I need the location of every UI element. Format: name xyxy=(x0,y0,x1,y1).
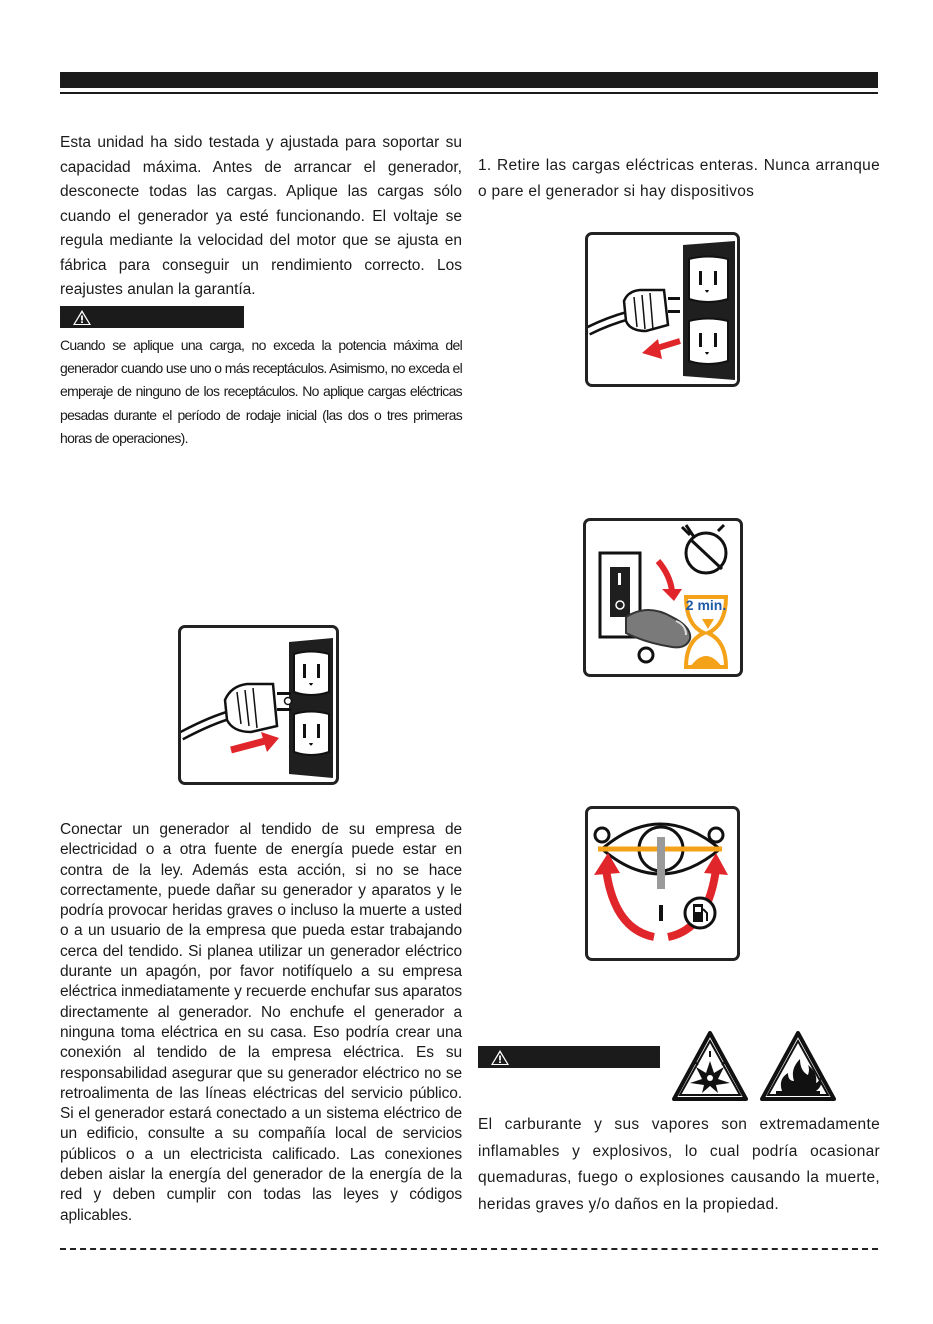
grid-connection-paragraph: Conectar un generador al tendido de su empresa de electricidad o a otra fuente de energía puede estar en contra de la ley. Además esta acción, si no se hace correctamente, puede dañar su generador y aparatos y le podría provocar heridas graves o incluso la muerte a usted o a un usuario de la empresa que pueda estar trabajando cerca del tendido. Si planea utilizar un generador eléctrico durante un apagón, por favor notifíquelo a su empresa eléctrica inmediatamente y recuerde enchufar sus aparatos directamente al generador. No enchufe el generador a ninguna toma eléctrica en su casa. Eso podría crear una conexión al tendido de la empresa eléctrica. Es su responsabilidad asegurar que su generador eléctrico no se retroalimenta de las líneas eléctricas del servicio público. Si el generador estará conectado a un sistema eléctrico de un edificio, consulte a su compañía local de servicios públicos o a un electricista calificado. Las conexiones deben aislar la energía del generador de la energía de la red y deben cumplir con todas las leyes y códigos aplicables. xyxy=(60,821,462,1224)
load-warning-text: Cuando se aplique una carga, no exceda la potencia máxima del generador cuando use uno o más receptáculos. Asimismo, no exceda el emperaje de ninguno de los receptáculos. No aplique cargas eléctricas pesadas durante el período de rodaje inicial (las dos o tres primeras horas de operaciones). xyxy=(60,337,462,446)
fuel-valve-illustration xyxy=(585,806,740,961)
fuel-warning-text: El carburante y sus vapores son extremadamente inflamables y explosivos, lo cual podría ocasionar quemaduras, fuego o explosiones causando la muerte, heridas graves y/o daños en la propiedad. xyxy=(478,1116,880,1213)
warning-triangle-icon xyxy=(72,309,92,326)
warning-triangle-icon xyxy=(490,1049,510,1066)
explosion-hazard-icon xyxy=(672,1031,748,1101)
timer-label: 2 min. xyxy=(685,597,727,613)
warning-label xyxy=(60,306,244,328)
fuel-warning-label xyxy=(478,1046,660,1068)
switch-off-wait-illustration xyxy=(583,518,743,677)
step-1-text: 1. Retire las cargas eléctricas enteras. Nunca arranque o pare el generador si hay dispositivos xyxy=(478,157,880,200)
header-bar xyxy=(60,72,878,88)
footer-dashed-rule xyxy=(60,1248,878,1250)
flammable-hazard-icon xyxy=(760,1031,836,1101)
plug-in-illustration xyxy=(178,625,339,785)
header-rule xyxy=(60,92,878,94)
unplug-illustration xyxy=(585,232,740,387)
intro-paragraph: Esta unidad ha sido testada y ajustada para soportar su capacidad máxima. Antes de arrancar el generador, desconecte todas las cargas. Aplique las cargas sólo cuando el generador ya esté funcionando. El voltaje se regula mediante la velocidad del motor que se ajusta en fábrica para conseguir un rendimiento correcto. Los reajustes anulan la garantía. xyxy=(60,134,462,298)
